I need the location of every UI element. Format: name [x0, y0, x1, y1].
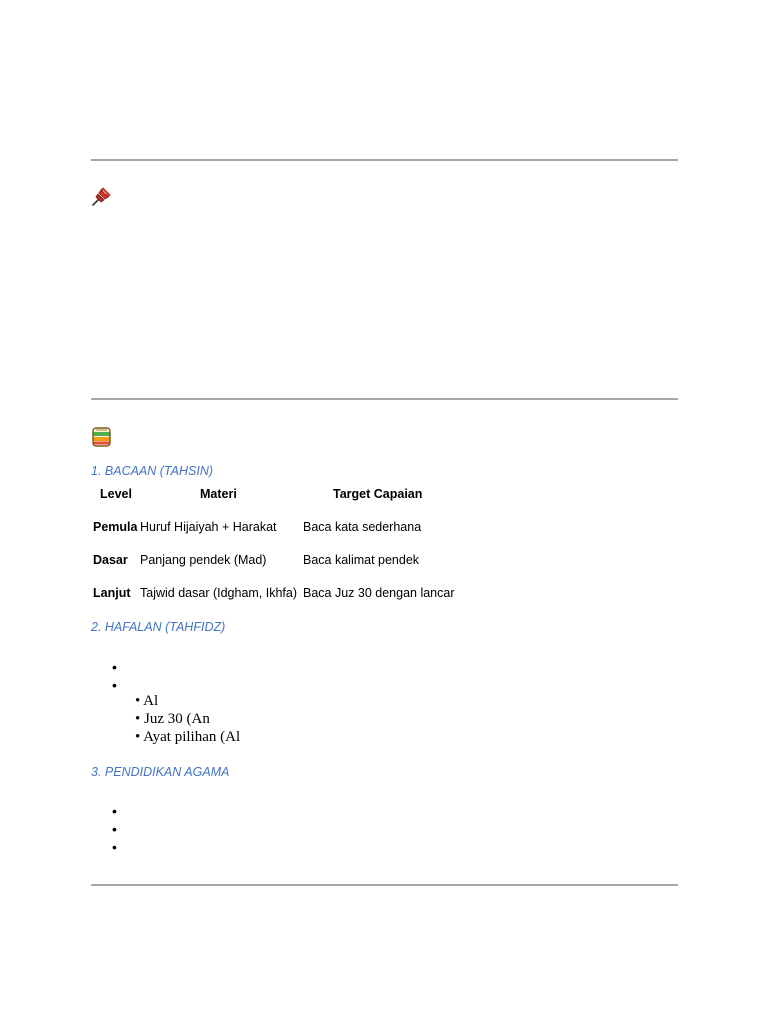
table-cell-target: Baca kalimat pendek: [303, 553, 420, 567]
table-header-materi: Materi: [200, 487, 237, 501]
list-item: • Al: [135, 693, 159, 709]
table-cell-materi: Huruf Hijaiyah + Harakat: [140, 520, 277, 534]
table-header-level: Level: [100, 487, 132, 501]
horizontal-divider: [91, 884, 678, 886]
section-heading-agama: 3. PENDIDIKAN AGAMA: [91, 765, 230, 779]
list-bullet: •: [112, 821, 117, 837]
pushpin-icon: [90, 186, 112, 208]
list-bullet: •: [112, 803, 117, 819]
table-cell-target: Baca Juz 30 dengan lancar: [303, 586, 455, 600]
horizontal-divider: [91, 398, 678, 400]
list-bullet: •: [112, 659, 117, 675]
table-cell-level: Dasar: [93, 553, 128, 567]
horizontal-divider: [91, 159, 678, 161]
section-heading-hafalan: 2. HAFALAN (TAHFIDZ): [91, 620, 226, 634]
book-icon: [91, 426, 113, 448]
table-cell-materi: Tajwid dasar (Idgham, Ikhfa): [140, 586, 298, 600]
table-cell-target: Baca kata sederhana: [303, 520, 422, 534]
table-cell-materi: Panjang pendek (Mad): [140, 553, 267, 567]
list-bullet: •: [112, 677, 117, 693]
table-cell-level: Lanjut: [93, 586, 131, 600]
table-header-target: Target Capaian: [333, 487, 423, 501]
list-item: • Juz 30 (An: [135, 711, 210, 727]
table-cell-level: Pemula: [93, 520, 138, 534]
list-bullet: •: [112, 839, 117, 855]
list-item: • Ayat pilihan (Al: [135, 729, 241, 745]
section-heading-bacaan: 1. BACAAN (TAHSIN): [91, 464, 214, 478]
